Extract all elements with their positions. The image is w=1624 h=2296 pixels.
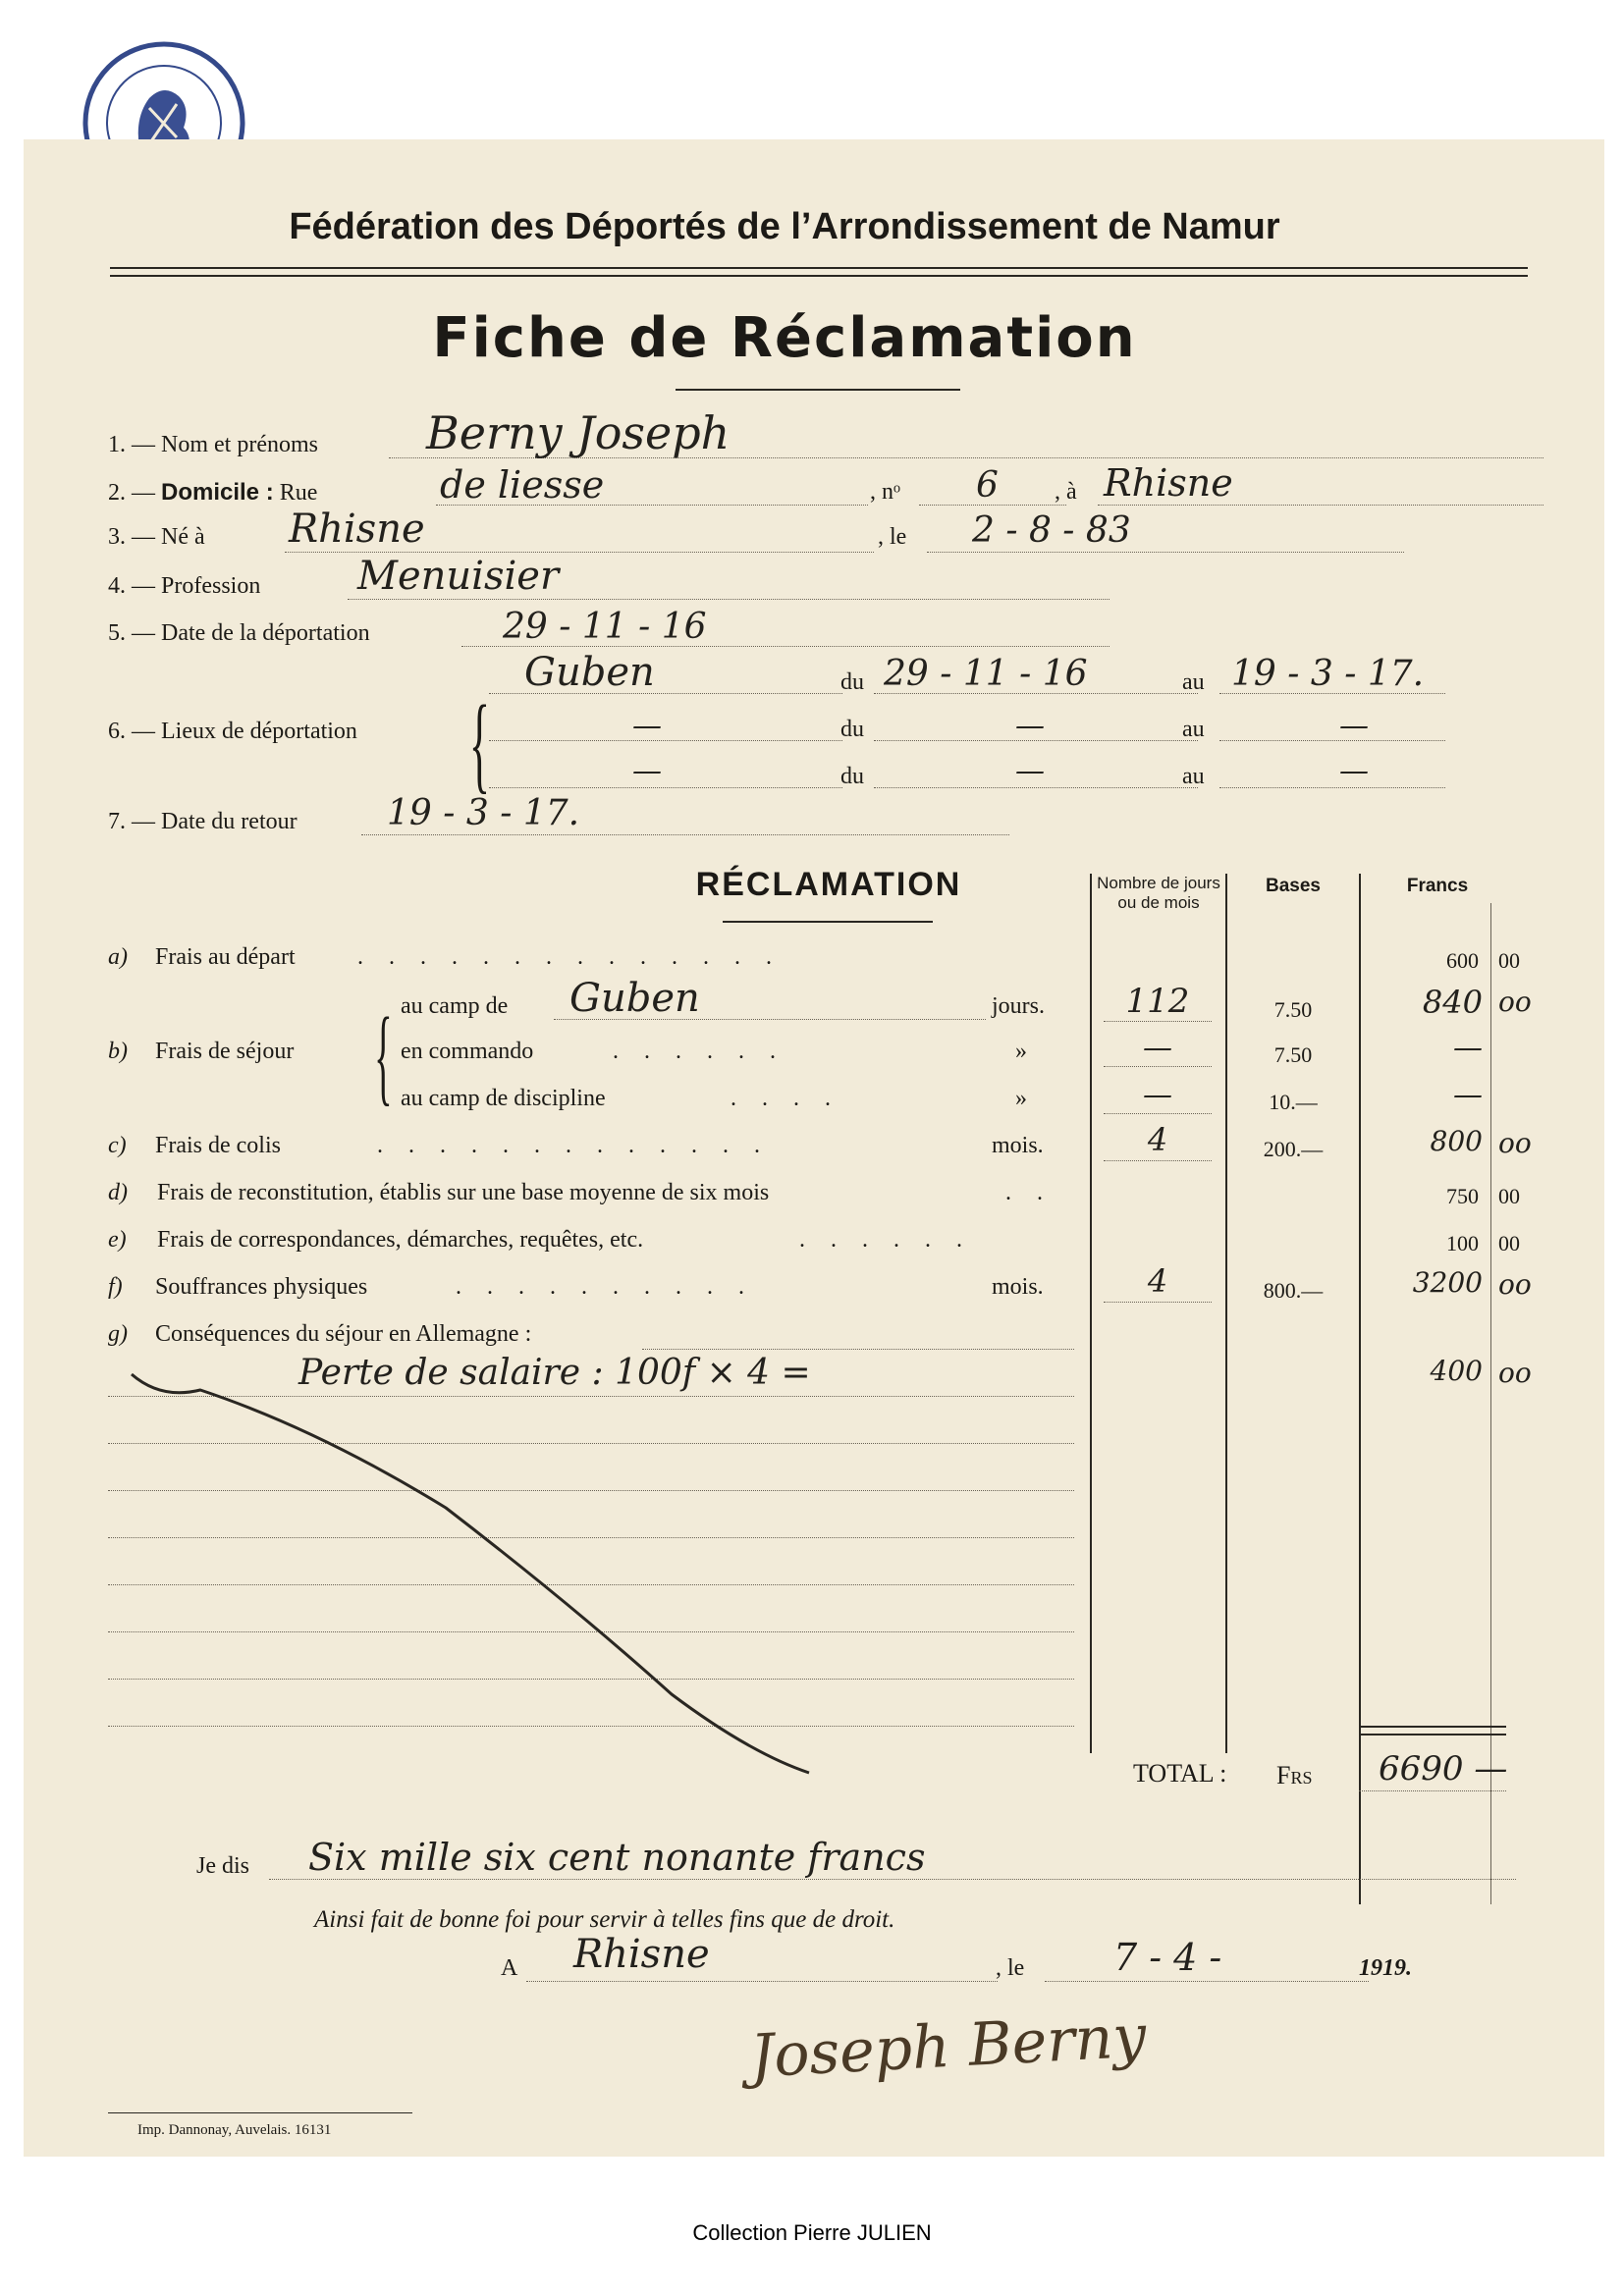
row-letter: c) bbox=[108, 1133, 127, 1158]
row-base: 800.— bbox=[1263, 1278, 1324, 1303]
federation-heading: Fédération des Déportés de l’Arrondissement de Namur bbox=[289, 206, 1280, 247]
col-header-francs: Francs bbox=[1406, 876, 1469, 896]
row-label: Frais de colis bbox=[155, 1133, 281, 1158]
row-base: 10.— bbox=[1269, 1090, 1318, 1114]
row-unit: » bbox=[1015, 1039, 1027, 1064]
col-header-bases: Bases bbox=[1266, 876, 1321, 896]
total-rule-bottom bbox=[1359, 1734, 1506, 1735]
date-label: , le bbox=[996, 1955, 1025, 1981]
row-cents: oo bbox=[1498, 1268, 1532, 1301]
row-leader-dots: .... bbox=[731, 1086, 856, 1111]
row-cents: oo bbox=[1498, 1127, 1532, 1159]
sign-place-line bbox=[526, 1981, 998, 1982]
row-francs: 600 bbox=[1446, 948, 1479, 973]
row-leader-dots: .. bbox=[1005, 1180, 1068, 1205]
row-letter: b) bbox=[108, 1039, 128, 1064]
row-francs: 750 bbox=[1446, 1184, 1479, 1208]
place-to-line bbox=[1219, 787, 1445, 788]
printer-imprint: Imp. Dannonay, Auvelais. 16131 bbox=[137, 2122, 332, 2138]
row-qty: — bbox=[1143, 1031, 1172, 1065]
row-base: 7.50 bbox=[1273, 1042, 1313, 1067]
total-value: 6690 — bbox=[1379, 1749, 1508, 1789]
place-name: — bbox=[632, 709, 662, 743]
row-g-line bbox=[642, 1349, 1074, 1350]
row-francs: — bbox=[1453, 1078, 1483, 1112]
place-from-value: 29 - 11 - 16 bbox=[884, 654, 1088, 694]
row-label: Frais de correspondances, démarches, requêtes, etc. bbox=[157, 1227, 644, 1253]
total-label: TOTAL : bbox=[1133, 1759, 1227, 1788]
row-francs: 800 bbox=[1430, 1125, 1483, 1157]
col-rule-bases-right bbox=[1359, 874, 1361, 1904]
field-deportation-date-label: 5. — Date de la déportation bbox=[108, 620, 370, 646]
formula-text: Ainsi fait de bonne foi pour servir à telles fins que de droit. bbox=[314, 1906, 895, 1933]
row-qty: 4 bbox=[1147, 1121, 1168, 1158]
sign-place: Rhisne bbox=[573, 1932, 710, 1977]
field-name-label: 1. — Nom et prénoms bbox=[108, 432, 318, 457]
field-number-value: 6 bbox=[976, 465, 999, 506]
row-letter: f) bbox=[108, 1274, 123, 1300]
field-number-label: , nᵒ bbox=[870, 479, 900, 505]
sign-date-line bbox=[1045, 1981, 1369, 1982]
place-au-label: au bbox=[1182, 764, 1205, 789]
total-rule-top bbox=[1359, 1726, 1506, 1728]
row-label: Frais au départ bbox=[155, 944, 296, 970]
row-qty: 112 bbox=[1125, 982, 1190, 1021]
row-francs: 100 bbox=[1446, 1231, 1479, 1255]
field-domicile-rue: Rue bbox=[279, 480, 318, 506]
row-cents: 00 bbox=[1498, 1231, 1520, 1255]
col-rule-jours-left bbox=[1090, 874, 1092, 1753]
field-name-value: Berny Joseph bbox=[426, 406, 731, 459]
row-cents: 00 bbox=[1498, 1184, 1520, 1208]
row-sub: au camp de bbox=[401, 993, 509, 1019]
field-return-line bbox=[361, 834, 1009, 835]
col-rule-jours-right bbox=[1225, 874, 1227, 1753]
field-street-value: de liesse bbox=[440, 463, 605, 507]
place-from-value: — bbox=[1015, 754, 1045, 788]
row-qty-line bbox=[1104, 1302, 1212, 1303]
field-birthplace-line bbox=[285, 552, 874, 553]
row-francs: 840 bbox=[1422, 984, 1483, 1021]
row-letter: g) bbox=[108, 1321, 128, 1347]
place-name: — bbox=[632, 754, 662, 788]
claim-sheet bbox=[24, 139, 1604, 2157]
row-unit: mois. bbox=[992, 1274, 1044, 1300]
header-double-rule-bottom bbox=[110, 275, 1528, 277]
place-to-value: — bbox=[1339, 709, 1369, 743]
field-return-label: 7. — Date du retour bbox=[108, 809, 298, 834]
g-note-text: Perte de salaire : 100f × 4 = bbox=[298, 1353, 811, 1393]
row-leader-dots: ...... bbox=[613, 1039, 801, 1064]
field-town-value: Rhisne bbox=[1104, 461, 1233, 505]
place-to-value: — bbox=[1339, 754, 1369, 788]
row-leader-dots: ............. bbox=[377, 1133, 785, 1158]
row-qty-line bbox=[1104, 1113, 1212, 1114]
place-name: Guben bbox=[524, 650, 655, 695]
row-qty-line bbox=[1104, 1021, 1212, 1022]
header-double-rule-top bbox=[110, 267, 1528, 269]
sign-date: 7 - 4 - bbox=[1113, 1936, 1222, 1979]
place-to-value: 19 - 3 - 17. bbox=[1231, 654, 1425, 694]
row-sub-value: Guben bbox=[569, 976, 700, 1021]
row-qty-line bbox=[1104, 1160, 1212, 1161]
places-brace: { bbox=[468, 683, 490, 803]
row-leader-dots: .......... bbox=[456, 1274, 770, 1300]
field-profession-label: 4. — Profession bbox=[108, 573, 261, 599]
row-leader-dots: ...... bbox=[799, 1227, 988, 1253]
form-title: Fiche de Réclamation bbox=[432, 306, 1137, 370]
row-cents: 00 bbox=[1498, 948, 1520, 973]
sejour-brace: { bbox=[374, 995, 393, 1115]
total-line bbox=[1359, 1790, 1506, 1791]
row-francs: 400 bbox=[1430, 1355, 1483, 1387]
field-places-label: 6. — Lieux de déportation bbox=[108, 719, 357, 744]
row-cents: oo bbox=[1498, 986, 1532, 1018]
row-label: Frais de séjour bbox=[155, 1039, 295, 1064]
row-sub: au camp de discipline bbox=[401, 1086, 606, 1111]
field-return-value: 19 - 3 - 17. bbox=[387, 793, 580, 833]
row-qty: — bbox=[1143, 1078, 1172, 1112]
field-birthplace-label: 3. — Né à bbox=[108, 524, 205, 550]
row-cents: oo bbox=[1498, 1357, 1532, 1389]
field-birthdate-value: 2 - 8 - 83 bbox=[972, 510, 1131, 551]
row-leader-dots: .............. bbox=[357, 944, 797, 970]
collection-caption: Collection Pierre JULIEN bbox=[692, 2220, 932, 2245]
place-name-line bbox=[489, 740, 842, 741]
field-domicile-num: 2. — bbox=[108, 480, 155, 506]
row-label: Conséquences du séjour en Allemagne : bbox=[155, 1321, 532, 1347]
row-unit: mois. bbox=[992, 1133, 1044, 1158]
row-francs: — bbox=[1453, 1031, 1483, 1065]
row-letter: e) bbox=[108, 1227, 127, 1253]
row-base: 200.— bbox=[1263, 1137, 1324, 1161]
je-dis-label: Je dis bbox=[196, 1853, 249, 1879]
reclamation-title: RÉCLAMATION bbox=[695, 866, 962, 903]
amount-words-line bbox=[269, 1879, 1516, 1880]
place-du-label: du bbox=[840, 669, 864, 695]
place-au-label: au bbox=[1182, 669, 1205, 695]
row-letter: d) bbox=[108, 1180, 128, 1205]
row-qty: 4 bbox=[1147, 1262, 1168, 1300]
row-francs: 3200 bbox=[1412, 1266, 1483, 1299]
title-underline bbox=[676, 389, 960, 391]
cancel-stroke bbox=[122, 1370, 829, 1783]
field-town-label: , à bbox=[1055, 479, 1077, 505]
place-to-line bbox=[1219, 740, 1445, 741]
field-birthdate-label: , le bbox=[878, 524, 907, 550]
row-unit: jours. bbox=[992, 993, 1045, 1019]
sign-year: 1919. bbox=[1359, 1955, 1412, 1981]
field-profession-line bbox=[348, 599, 1110, 600]
field-birthdate-line bbox=[927, 552, 1404, 553]
place-label: A bbox=[501, 1955, 518, 1981]
signature: Joseph Berny bbox=[748, 2002, 1148, 2092]
place-name-line bbox=[489, 787, 842, 788]
row-label: Frais de reconstitution, établis sur une base moyenne de six mois bbox=[157, 1180, 770, 1205]
field-town-line bbox=[1098, 505, 1543, 506]
row-letter: a) bbox=[108, 944, 128, 970]
amount-words: Six mille six cent nonante francs bbox=[308, 1836, 926, 1879]
field-domicile-bold: Domicile : bbox=[161, 479, 274, 506]
place-du-label: du bbox=[840, 764, 864, 789]
row-base: 7.50 bbox=[1273, 997, 1313, 1022]
row-label: Souffrances physiques bbox=[155, 1274, 368, 1300]
place-du-label: du bbox=[840, 717, 864, 742]
row-qty-line bbox=[1104, 1066, 1212, 1067]
col-header-jours: Nombre de jours ou de mois bbox=[1097, 874, 1220, 912]
field-birthplace-value: Rhisne bbox=[289, 507, 425, 552]
place-au-label: au bbox=[1182, 717, 1205, 742]
row-sub: en commando bbox=[401, 1039, 534, 1064]
printer-rule bbox=[108, 2112, 412, 2113]
field-domicile-label bbox=[108, 479, 317, 507]
total-frs: Frs bbox=[1276, 1761, 1313, 1789]
row-unit: » bbox=[1015, 1086, 1027, 1111]
field-profession-value: Menuisier bbox=[357, 554, 560, 599]
field-deportation-date-value: 29 - 11 - 16 bbox=[503, 607, 707, 647]
place-from-value: — bbox=[1015, 709, 1045, 743]
reclamation-underline bbox=[723, 921, 933, 923]
